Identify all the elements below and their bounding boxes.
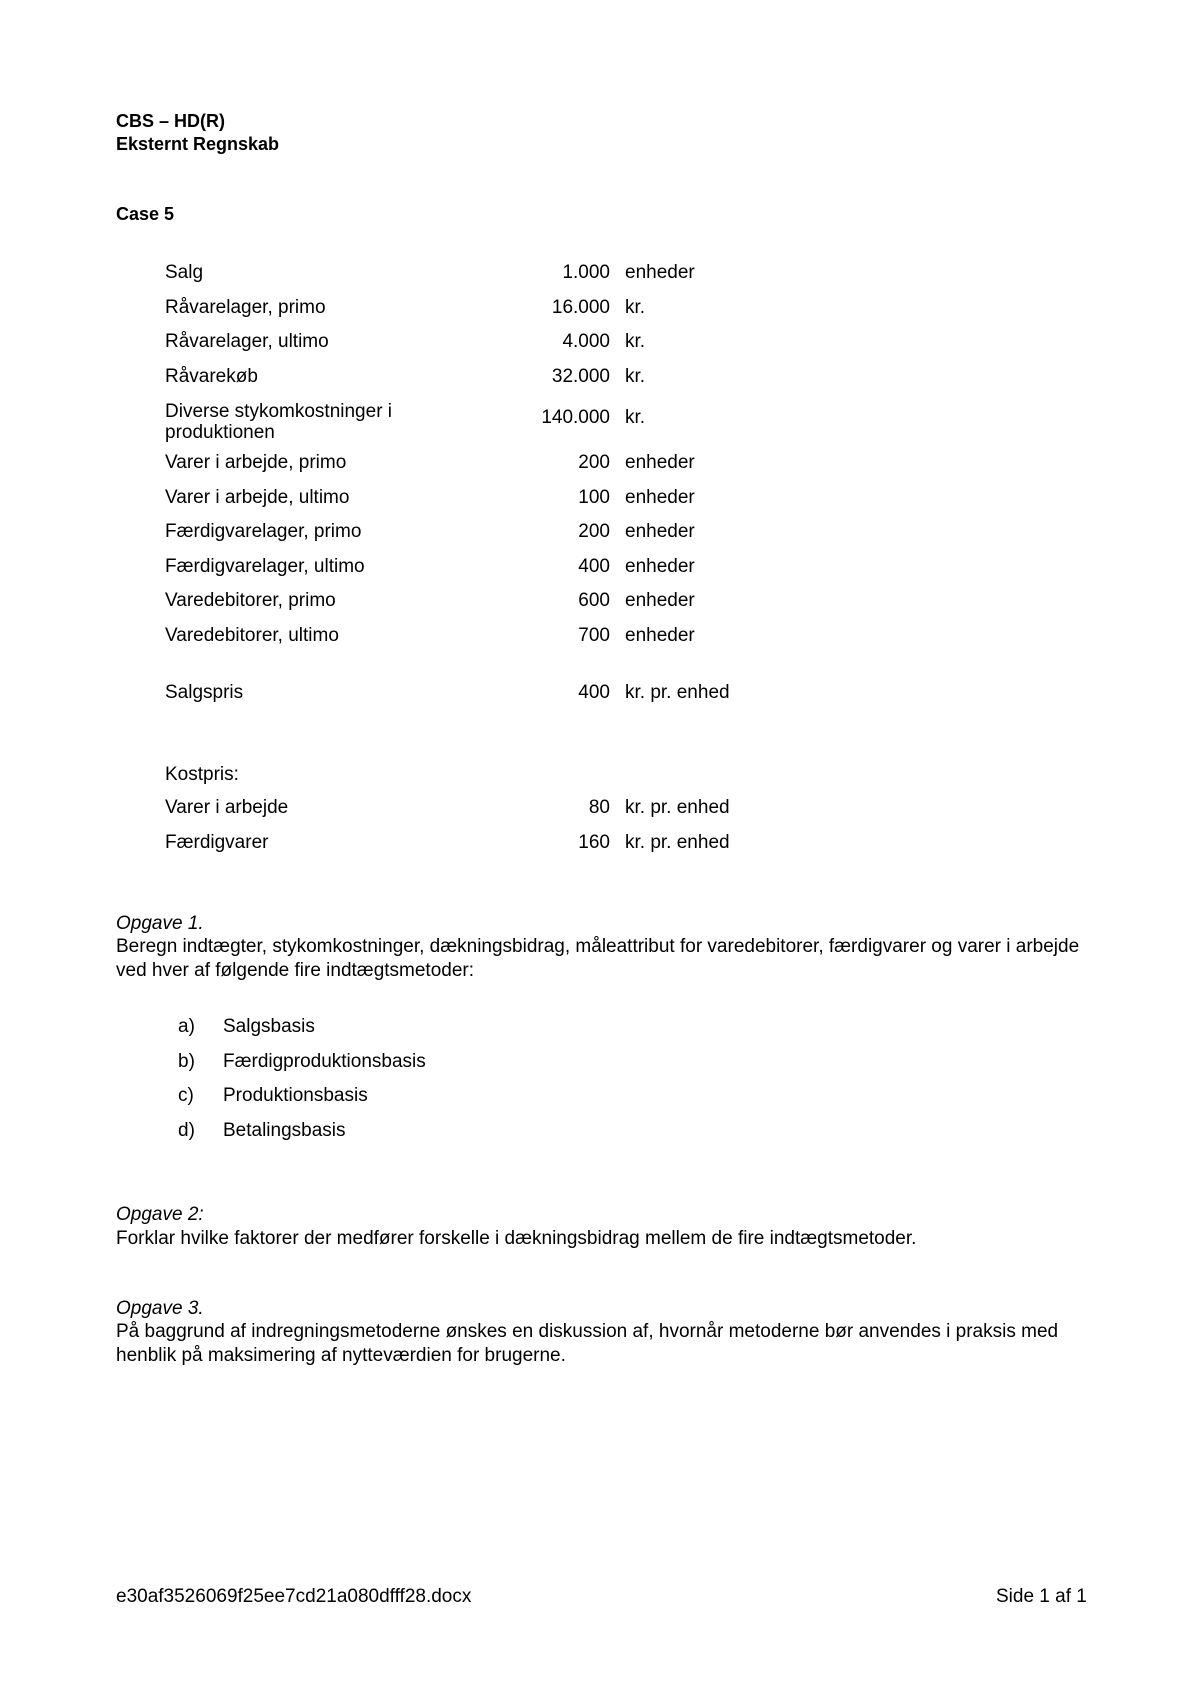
- row-unit: enheder: [625, 590, 695, 611]
- row-value: 16.000: [551, 297, 610, 318]
- row-unit: enheder: [625, 452, 695, 473]
- row-label: Diverse stykomkostninger i produktionen: [165, 401, 393, 443]
- task-3-text: På baggrund af indregningsmetoderne ønskes en diskussion af, hvornår metoderne bør anvendes i praksis med henblik på maksimering af nytteværdien for brugerne.: [116, 1321, 1059, 1366]
- row-label: Varer i arbejde, primo: [165, 452, 347, 473]
- row-unit: kr.: [625, 331, 646, 352]
- row-label: Varedebitorer, ultimo: [165, 625, 339, 646]
- task-2-text: Forklar hvilke faktorer der medfører forskelle i dækningsbidrag mellem de fire indtægtsmetoder.: [116, 1228, 917, 1249]
- row-label: Råvarelager, ultimo: [165, 331, 329, 352]
- list-text: Produktionsbasis: [223, 1085, 368, 1106]
- row-label: Færdigvarelager, primo: [165, 521, 362, 542]
- row-value: 1.000: [562, 262, 610, 283]
- row-label: Færdigvarelager, ultimo: [165, 556, 365, 577]
- task-1-text: Beregn indtægter, stykomkostninger, dækningsbidrag, måleattribut for varedebitorer, færdigvarer og varer i arbejde ved hver af følgende fire indtægtsmetoder:: [116, 936, 1080, 981]
- row-label: Varedebitorer, primo: [165, 590, 336, 611]
- row-label: Varer i arbejde: [165, 797, 289, 818]
- row-value: 100: [578, 487, 610, 508]
- row-value: 200: [578, 452, 610, 473]
- row-value: 4.000: [562, 331, 610, 352]
- row-label: Råvarelager, primo: [165, 297, 326, 318]
- row-value: 140.000: [541, 407, 610, 428]
- row-unit: enheder: [625, 262, 695, 283]
- list-text: Færdigproduktionsbasis: [223, 1051, 426, 1072]
- row-value: 32.000: [551, 366, 610, 387]
- task-1-title: Opgave 1.: [116, 913, 204, 934]
- row-unit: kr. pr. enhed: [625, 797, 730, 818]
- list-marker: b): [178, 1051, 195, 1072]
- list-text: Betalingsbasis: [223, 1120, 346, 1141]
- row-value: 400: [578, 556, 610, 577]
- footer-filename: e30af3526069f25ee7cd21a080dfff28.docx: [116, 1586, 472, 1607]
- list-marker: d): [178, 1120, 195, 1141]
- row-value: 700: [578, 625, 610, 646]
- row-unit: enheder: [625, 625, 695, 646]
- row-unit: kr.: [625, 366, 646, 387]
- row-unit: kr. pr. enhed: [625, 682, 730, 703]
- row-label: Råvarekøb: [165, 366, 258, 387]
- list-marker: a): [178, 1016, 195, 1037]
- row-value: 80: [588, 797, 610, 818]
- row-value: 200: [578, 521, 610, 542]
- task-2-title: Opgave 2:: [116, 1204, 204, 1225]
- row-label: Varer i arbejde, ultimo: [165, 487, 350, 508]
- header-line-2: Eksternt Regnskab: [116, 134, 280, 154]
- row-label: Salgspris: [165, 682, 244, 703]
- row-label: Færdigvarer: [165, 832, 269, 853]
- header-line-1: CBS – HD(R): [116, 111, 226, 131]
- case-title: Case 5: [116, 204, 175, 224]
- row-unit: enheder: [625, 521, 695, 542]
- row-label: Kostpris:: [165, 764, 239, 785]
- row-value: 600: [578, 590, 610, 611]
- list-text: Salgsbasis: [223, 1016, 315, 1037]
- list-marker: c): [178, 1085, 194, 1106]
- row-unit: kr.: [625, 297, 646, 318]
- row-label: Salg: [165, 262, 204, 283]
- row-value: 400: [578, 682, 610, 703]
- task-3-title: Opgave 3.: [116, 1298, 204, 1319]
- row-unit: kr.: [625, 407, 646, 428]
- row-unit: enheder: [625, 487, 695, 508]
- footer-page-number: Side 1 af 1: [996, 1586, 1087, 1607]
- row-unit: kr. pr. enhed: [625, 832, 730, 853]
- row-value: 160: [578, 832, 610, 853]
- row-unit: enheder: [625, 556, 695, 577]
